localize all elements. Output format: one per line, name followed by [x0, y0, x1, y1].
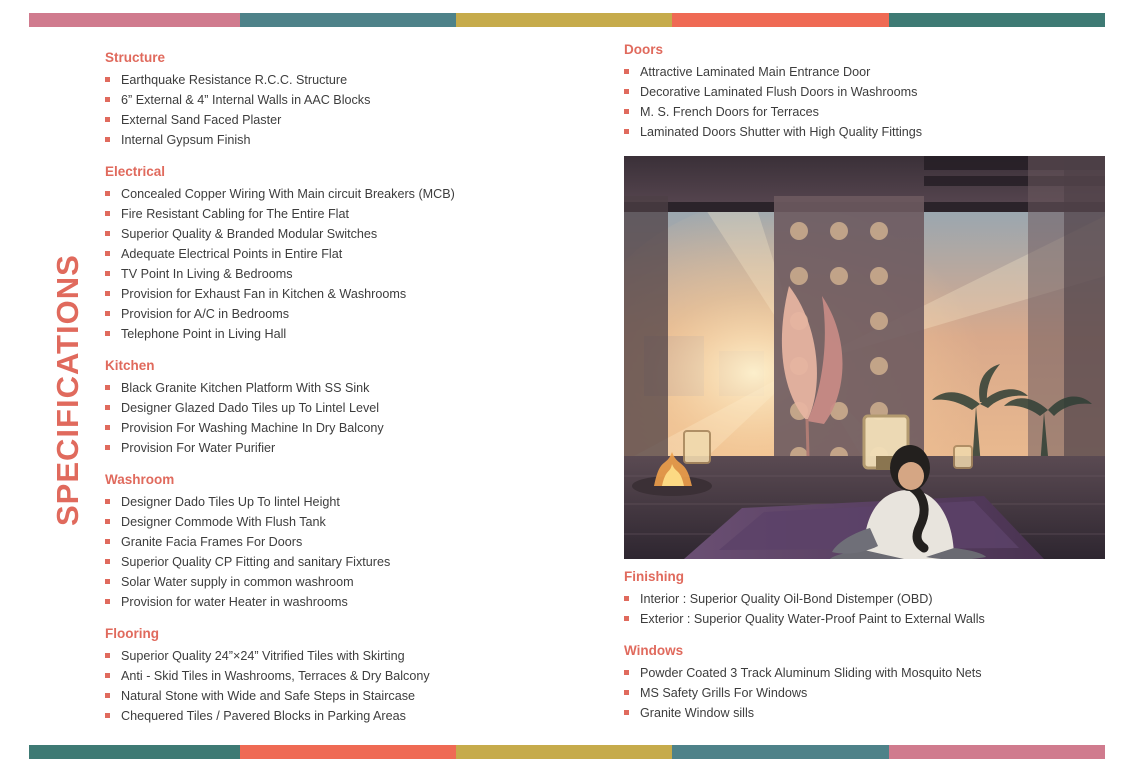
bar-segment: [672, 745, 888, 759]
section-electrical: [105, 164, 605, 344]
list-item-label: Chequered Tiles / Pavered Blocks in Parking Areas: [121, 709, 406, 723]
list-item: [105, 552, 605, 572]
spec-list: [105, 184, 605, 344]
section-title: Flooring: [105, 626, 159, 641]
list-item-label: Earthquake Resistance R.C.C. Structure: [121, 73, 348, 87]
bullet-icon: [105, 653, 110, 658]
list-item: [624, 609, 1106, 629]
list-item-label: Superior Quality & Branded Modular Switches: [121, 227, 378, 241]
list-item-label: Telephone Point in Living Hall: [121, 327, 287, 341]
bar-segment: [889, 13, 1105, 27]
list-item-label: M. S. French Doors for Terraces: [640, 105, 819, 119]
list-item-label: TV Point In Living & Bedrooms: [121, 267, 293, 281]
bullet-icon: [105, 499, 110, 504]
bullet-icon: [105, 311, 110, 316]
page-title: SPECIFICATIONS: [50, 254, 85, 526]
bullet-icon: [105, 559, 110, 564]
bullet-icon: [105, 271, 110, 276]
section-flooring: [105, 626, 605, 726]
list-item: [105, 90, 605, 110]
list-item: [105, 438, 605, 458]
list-item: [105, 304, 605, 324]
list-item: [105, 512, 605, 532]
section-washroom: [105, 472, 605, 612]
spec-list: [624, 62, 1106, 142]
list-item: [105, 378, 605, 398]
bullet-icon: [624, 616, 629, 621]
section-doors: [624, 42, 1106, 142]
spec-list: [105, 378, 605, 458]
list-item: [105, 130, 605, 150]
bullet-icon: [105, 519, 110, 524]
top-color-bar: [29, 13, 1105, 27]
bullet-icon: [624, 109, 629, 114]
bar-segment: [240, 13, 456, 27]
list-item: [105, 666, 605, 686]
spec-list: [105, 70, 605, 150]
list-item-label: External Sand Faced Plaster: [121, 113, 282, 127]
list-item-label: 6” External & 4” Internal Walls in AAC Blocks: [121, 93, 371, 107]
list-item-label: MS Safety Grills For Windows: [640, 686, 808, 700]
list-item-label: Adequate Electrical Points in Entire Flat: [121, 247, 343, 261]
list-item-label: Black Granite Kitchen Platform With SS Sink: [121, 381, 370, 395]
list-item: [624, 62, 1106, 82]
bullet-icon: [624, 710, 629, 715]
bullet-icon: [624, 89, 629, 94]
section-title: Windows: [624, 643, 684, 658]
list-item-label: Natural Stone with Wide and Safe Steps in Staircase: [121, 689, 416, 703]
left-column: [105, 50, 605, 740]
bullet-icon: [105, 539, 110, 544]
list-item: [105, 110, 605, 130]
list-item-label: Granite Facia Frames For Doors: [121, 535, 303, 549]
section-structure: [105, 50, 605, 150]
list-item-label: Fire Resistant Cabling for The Entire Flat: [121, 207, 349, 221]
list-item: [105, 324, 605, 344]
section-title: Washroom: [105, 472, 175, 487]
list-item: [105, 572, 605, 592]
list-item-label: Internal Gypsum Finish: [121, 133, 251, 147]
bullet-icon: [105, 673, 110, 678]
list-item-label: Interior : Superior Quality Oil-Bond Distemper (OBD): [640, 592, 933, 606]
list-item: [105, 398, 605, 418]
bullet-icon: [105, 331, 110, 336]
bullet-icon: [105, 579, 110, 584]
section-title: Electrical: [105, 164, 166, 179]
bar-segment: [29, 745, 240, 759]
bullet-icon: [105, 97, 110, 102]
section-finishing: [624, 569, 1106, 629]
section-title: Doors: [624, 42, 664, 57]
list-item-label: Provision for Exhaust Fan in Kitchen & Washrooms: [121, 287, 407, 301]
list-item: [105, 706, 605, 726]
list-item-label: Superior Quality CP Fitting and sanitary Fixtures: [121, 555, 391, 569]
list-item-label: Concealed Copper Wiring With Main circuit Breakers (MCB): [121, 187, 455, 201]
list-item-label: Provision for water Heater in washrooms: [121, 595, 348, 609]
list-item-label: Provision for A/C in Bedrooms: [121, 307, 289, 321]
bullet-icon: [105, 693, 110, 698]
list-item-label: Provision For Water Purifier: [121, 441, 276, 455]
bullet-icon: [624, 596, 629, 601]
bar-segment: [240, 745, 456, 759]
list-item: [624, 82, 1106, 102]
bar-segment: [889, 745, 1105, 759]
spec-list: [624, 663, 1106, 723]
list-item: [624, 683, 1106, 703]
bullet-icon: [105, 713, 110, 718]
spec-list: [105, 492, 605, 612]
list-item: [624, 102, 1106, 122]
list-item: [105, 224, 605, 244]
list-item-label: Anti - Skid Tiles in Washrooms, Terraces & Dry Balcony: [121, 669, 430, 683]
bottom-color-bar: [29, 745, 1105, 759]
list-item: [105, 418, 605, 438]
list-item: [105, 184, 605, 204]
bullet-icon: [105, 191, 110, 196]
list-item-label: Attractive Laminated Main Entrance Door: [640, 65, 871, 79]
bullet-icon: [624, 690, 629, 695]
list-item-label: Exterior : Superior Quality Water-Proof Paint to External Walls: [640, 612, 985, 626]
list-item: [105, 686, 605, 706]
list-item-label: Designer Glazed Dado Tiles up To Lintel Level: [121, 401, 380, 415]
list-item-label: Granite Window sills: [640, 706, 755, 720]
list-item-label: Designer Commode With Flush Tank: [121, 515, 326, 529]
bar-segment: [456, 13, 672, 27]
spec-list: [105, 646, 605, 726]
list-item: [105, 204, 605, 224]
section-title: Structure: [105, 50, 166, 65]
list-item: [105, 532, 605, 552]
bullet-icon: [105, 405, 110, 410]
bullet-icon: [105, 445, 110, 450]
bullet-icon: [105, 231, 110, 236]
list-item: [624, 589, 1106, 609]
bullet-icon: [105, 291, 110, 296]
terrace-photo: [624, 156, 1105, 559]
list-item: [105, 70, 605, 90]
list-item: [105, 592, 605, 612]
section-title: Kitchen: [105, 358, 155, 373]
list-item: [624, 663, 1106, 683]
section-windows: [624, 643, 1106, 723]
list-item: [105, 244, 605, 264]
bullet-icon: [105, 77, 110, 82]
bullet-icon: [105, 599, 110, 604]
terrace-photo-illustration: [624, 156, 1105, 559]
section-title: Finishing: [624, 569, 684, 584]
list-item-label: Provision For Washing Machine In Dry Balcony: [121, 421, 384, 435]
bullet-icon: [624, 670, 629, 675]
bullet-icon: [105, 117, 110, 122]
list-item-label: Laminated Doors Shutter with High Quality Fittings: [640, 125, 923, 139]
list-item-label: Solar Water supply in common washroom: [121, 575, 354, 589]
section-kitchen: [105, 358, 605, 458]
list-item: [105, 492, 605, 512]
list-item-label: Designer Dado Tiles Up To lintel Height: [121, 495, 340, 509]
bullet-icon: [105, 137, 110, 142]
bullet-icon: [624, 129, 629, 134]
bar-segment: [672, 13, 888, 27]
spec-list: [624, 589, 1106, 629]
bullet-icon: [105, 385, 110, 390]
list-item: [624, 703, 1106, 723]
list-item-label: Superior Quality 24”×24” Vitrified Tiles with Skirting: [121, 649, 405, 663]
list-item-label: Powder Coated 3 Track Aluminum Sliding with Mosquito Nets: [640, 666, 982, 680]
list-item: [105, 284, 605, 304]
bar-segment: [29, 13, 240, 27]
right-column: [624, 42, 1106, 737]
list-item: [105, 646, 605, 666]
list-item-label: Decorative Laminated Flush Doors in Washrooms: [640, 85, 918, 99]
list-item: [105, 264, 605, 284]
list-item: [624, 122, 1106, 142]
bullet-icon: [105, 425, 110, 430]
bullet-icon: [105, 211, 110, 216]
bar-segment: [456, 745, 672, 759]
bullet-icon: [624, 69, 629, 74]
bullet-icon: [105, 251, 110, 256]
